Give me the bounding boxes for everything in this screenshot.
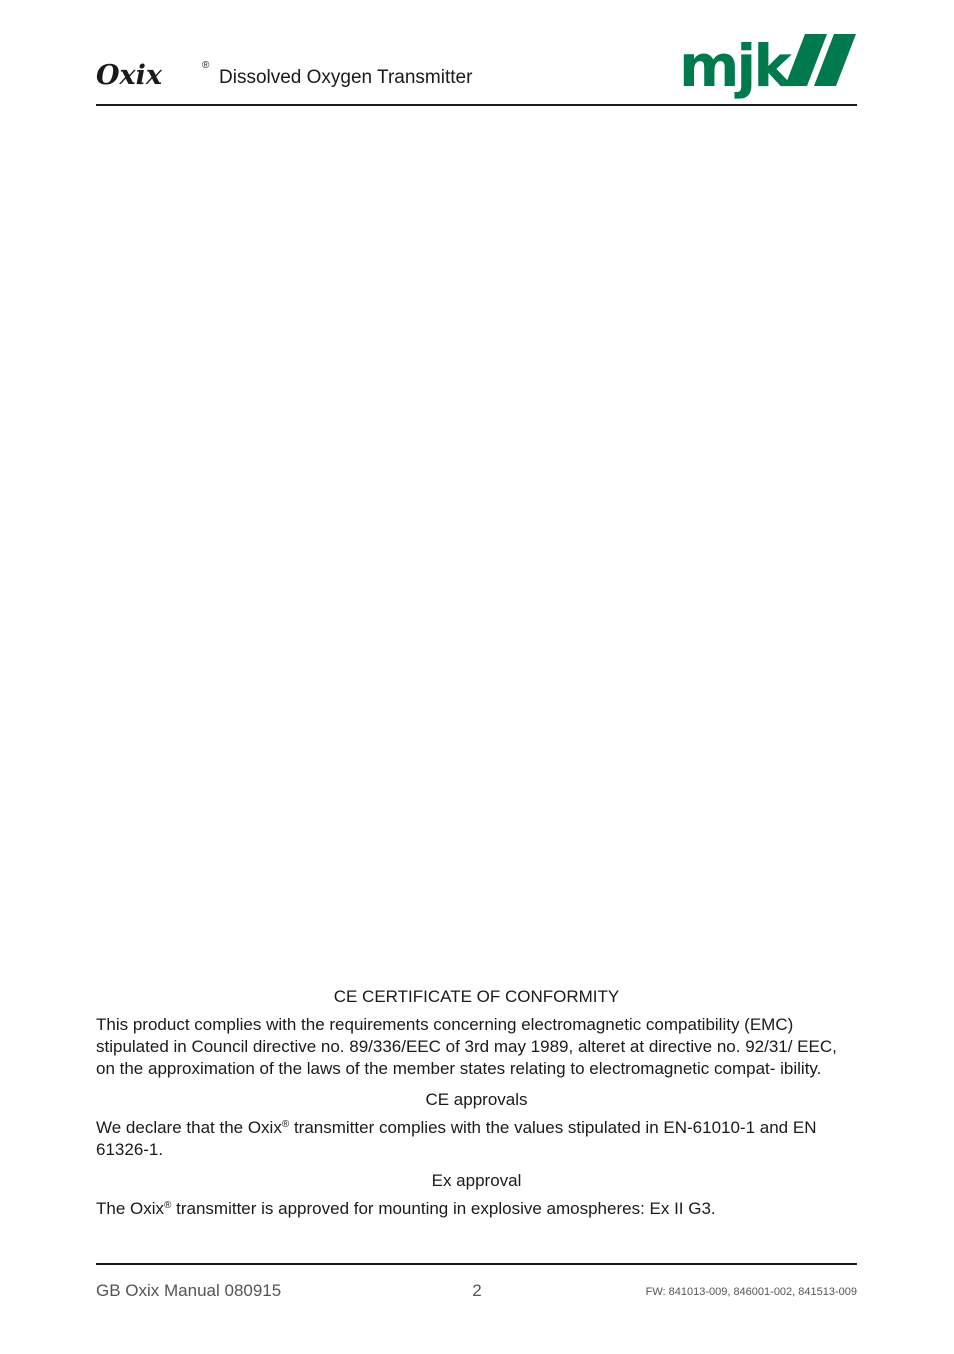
certificate-heading: CE CERTIFICATE OF CONFORMITY xyxy=(333,987,620,1006)
ce-approvals-paragraph xyxy=(96,1117,857,1161)
ce-text-end: transmitter complies with the values stipulated in EN-61010-1 and EN 61326-1. xyxy=(96,1118,817,1159)
oxix-logo-text: Oxix xyxy=(96,60,162,90)
conformity-paragraph: This product complies with the requirements concerning electromagnetic compatibility (EMC) stipulated in Council directive no. 89/336/EEC of 3rd may 1989, alteret at directive no. 92/31/ EEC, on the approximation of the laws of the member states relating to electromagnetic compat- ibility. xyxy=(96,1015,837,1078)
page-header xyxy=(96,30,857,106)
oxix-logo xyxy=(96,60,214,90)
mjk-logo-mark xyxy=(679,32,856,100)
ex-text-start: The Oxix xyxy=(96,1199,165,1218)
document-title: Dissolved Oxygen Transmitter xyxy=(219,67,473,88)
firmware-versions: FW: 841013-009, 846001-002, 841513-009 xyxy=(645,1286,857,1298)
manual-identifier: GB Oxix Manual 080915 xyxy=(96,1281,282,1300)
ce-certificate-section xyxy=(96,986,857,1220)
ce-approvals-heading: CE approvals xyxy=(425,1090,528,1109)
ex-approval-heading: Ex approval xyxy=(431,1171,522,1190)
ce-text-start: We declare that the Oxix xyxy=(96,1118,282,1137)
ce-registered-mark: ® xyxy=(281,1119,290,1130)
page-number: 2 xyxy=(472,1281,482,1300)
mjk-logo-text: mjk xyxy=(679,32,789,100)
ex-approval-paragraph xyxy=(96,1198,857,1220)
ex-text-end: transmitter is approved for mounting in explosive amospheres: Ex II G3. xyxy=(171,1199,716,1218)
mjk-logo xyxy=(679,30,857,100)
oxix-registered-mark: ® xyxy=(202,60,210,71)
header-divider xyxy=(96,104,857,106)
footer-divider xyxy=(96,1263,857,1265)
ex-registered-mark: ® xyxy=(164,1200,172,1211)
